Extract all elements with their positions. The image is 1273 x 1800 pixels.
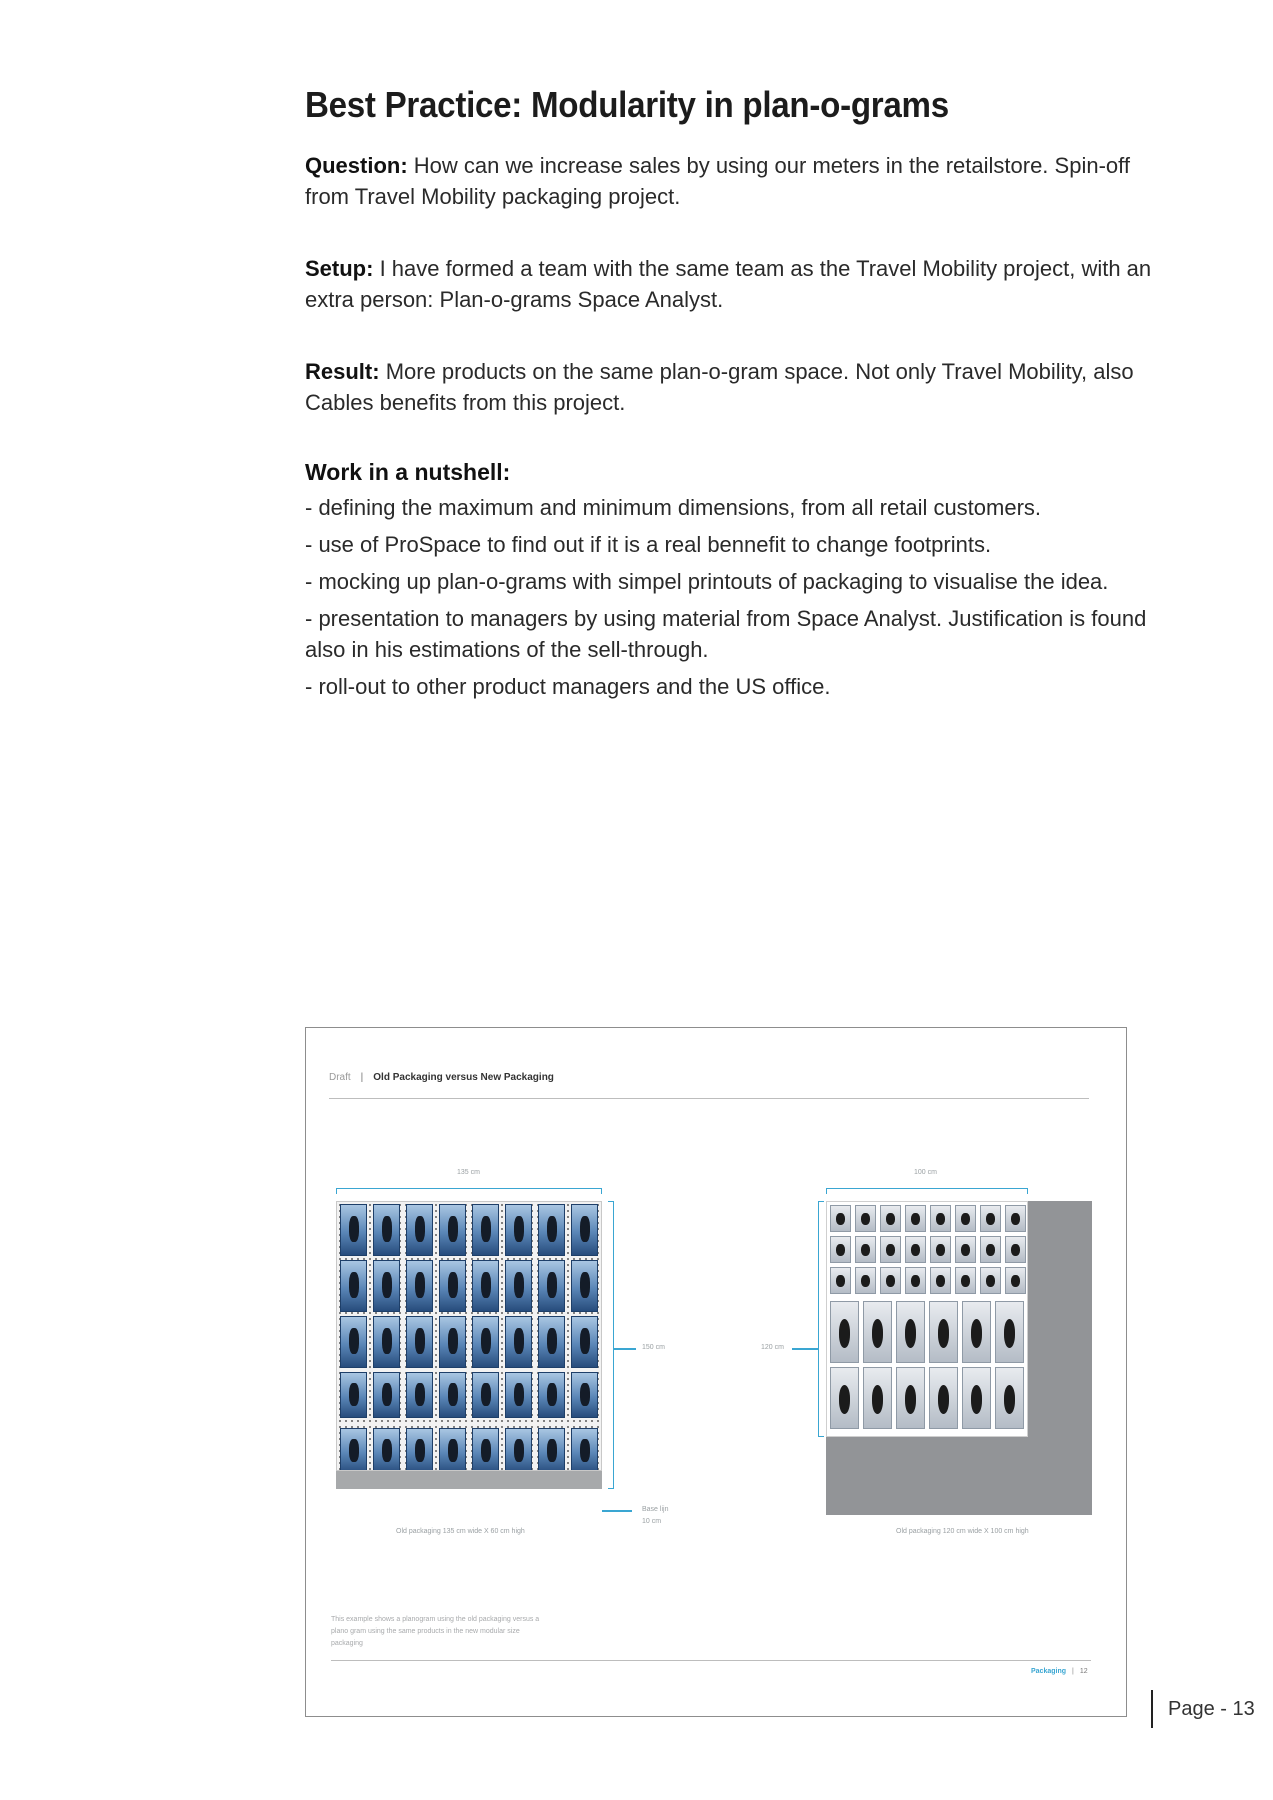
product-package bbox=[472, 1260, 499, 1312]
product-package bbox=[571, 1316, 598, 1368]
product-package bbox=[571, 1260, 598, 1312]
figure-footer-section: Packaging bbox=[1031, 1668, 1067, 1675]
product-package bbox=[373, 1260, 400, 1312]
page-title: Best Practice: Modularity in plan-o-grams bbox=[305, 84, 949, 125]
new-height-bracket bbox=[818, 1201, 824, 1437]
product-package bbox=[439, 1316, 466, 1368]
product-package bbox=[340, 1428, 367, 1471]
nutshell-item: - use of ProSpace to find out if it is a real bennefit to change footprints. bbox=[305, 532, 992, 557]
product-package bbox=[1005, 1236, 1026, 1263]
nutshell-item: - presentation to managers by using material from Space Analyst. Justification is found also in his estimations of the sell-through. bbox=[305, 606, 1147, 662]
main-content bbox=[305, 84, 1165, 708]
figure-draft-label: Draft bbox=[329, 1072, 351, 1083]
product-package bbox=[439, 1372, 466, 1418]
product-package bbox=[930, 1205, 951, 1232]
product-package bbox=[406, 1260, 433, 1312]
product-package bbox=[863, 1301, 892, 1363]
figure-header-separator: | bbox=[360, 1072, 364, 1083]
product-package bbox=[406, 1316, 433, 1368]
product-package bbox=[880, 1236, 901, 1263]
product-package bbox=[505, 1428, 532, 1471]
old-height-label: 150 cm bbox=[642, 1344, 665, 1351]
new-width-label: 100 cm bbox=[914, 1169, 937, 1176]
product-package bbox=[538, 1428, 565, 1471]
product-package bbox=[896, 1301, 925, 1363]
product-package bbox=[340, 1372, 367, 1418]
product-package bbox=[505, 1260, 532, 1312]
new-packaging-caption: Old packaging 120 cm wide X 100 cm high bbox=[896, 1528, 1029, 1535]
product-package bbox=[538, 1316, 565, 1368]
old-packaging-planogram bbox=[336, 1201, 602, 1471]
product-package bbox=[995, 1301, 1024, 1363]
product-package bbox=[505, 1372, 532, 1418]
figure-footer-divider bbox=[331, 1660, 1091, 1661]
product-package bbox=[955, 1205, 976, 1232]
product-package bbox=[962, 1301, 991, 1363]
setup-text: I have formed a team with the same team as the Travel Mobility project, with an extra person: Plan-o-grams Space Analyst. bbox=[305, 256, 1152, 312]
old-packaging-caption: Old packaging 135 cm wide X 60 cm high bbox=[396, 1528, 525, 1535]
question-label: Question: bbox=[305, 153, 408, 178]
old-height-bracket bbox=[608, 1201, 614, 1489]
base-line-label: Base lijn bbox=[642, 1506, 669, 1513]
product-package bbox=[472, 1372, 499, 1418]
product-package bbox=[980, 1205, 1001, 1232]
old-height-tick bbox=[614, 1348, 636, 1350]
planogram-figure bbox=[305, 1027, 1127, 1717]
product-package bbox=[406, 1428, 433, 1471]
product-package bbox=[571, 1204, 598, 1256]
product-package bbox=[538, 1372, 565, 1418]
product-package bbox=[830, 1367, 859, 1429]
product-package bbox=[929, 1301, 958, 1363]
product-package bbox=[538, 1260, 565, 1312]
figure-description: This example shows a planogram using the old packaging versus a plano gram using the same products in the new modular size packaging bbox=[331, 1616, 540, 1647]
product-package bbox=[830, 1267, 851, 1294]
old-planogram-base bbox=[336, 1471, 602, 1489]
base-height-label: 10 cm bbox=[642, 1518, 662, 1525]
product-package bbox=[980, 1236, 1001, 1263]
product-package bbox=[830, 1205, 851, 1232]
nutshell-heading: Work in a nutshell: bbox=[305, 459, 511, 485]
product-package bbox=[930, 1236, 951, 1263]
product-package bbox=[855, 1267, 876, 1294]
question-text: How can we increase sales by using our meters in the retailstore. Spin-off from Travel Mobility packaging project. bbox=[305, 153, 1130, 209]
product-package bbox=[1005, 1267, 1026, 1294]
product-package bbox=[439, 1428, 466, 1471]
product-package bbox=[373, 1204, 400, 1256]
product-package bbox=[373, 1428, 400, 1471]
product-package bbox=[929, 1367, 958, 1429]
old-width-bracket bbox=[336, 1188, 602, 1194]
product-package bbox=[930, 1267, 951, 1294]
old-width-label: 135 cm bbox=[457, 1169, 480, 1176]
product-package bbox=[373, 1316, 400, 1368]
base-line-tick bbox=[602, 1510, 632, 1512]
setup-paragraph bbox=[305, 253, 1165, 315]
nutshell-item: - mocking up plan-o-grams with simpel printouts of packaging to visualise the idea. bbox=[305, 569, 1109, 594]
figure-header bbox=[329, 1072, 1089, 1099]
figure-footer bbox=[1031, 1668, 1088, 1675]
product-package bbox=[505, 1316, 532, 1368]
product-package bbox=[439, 1260, 466, 1312]
figure-footer-separator: | bbox=[1072, 1668, 1074, 1675]
product-package bbox=[538, 1204, 565, 1256]
product-package bbox=[340, 1260, 367, 1312]
new-width-bracket bbox=[826, 1188, 1028, 1194]
product-package bbox=[571, 1372, 598, 1418]
product-package bbox=[1005, 1205, 1026, 1232]
product-package bbox=[980, 1267, 1001, 1294]
product-package bbox=[830, 1236, 851, 1263]
product-package bbox=[880, 1267, 901, 1294]
product-package bbox=[472, 1316, 499, 1368]
question-paragraph bbox=[305, 150, 1165, 212]
product-package bbox=[905, 1205, 926, 1232]
figure-title: Old Packaging versus New Packaging bbox=[373, 1072, 554, 1083]
product-package bbox=[962, 1367, 991, 1429]
result-label: Result: bbox=[305, 359, 380, 384]
product-package bbox=[406, 1372, 433, 1418]
product-package bbox=[373, 1372, 400, 1418]
product-package bbox=[855, 1205, 876, 1232]
nutshell-item: - roll-out to other product managers and the US office. bbox=[305, 674, 831, 699]
product-package bbox=[905, 1267, 926, 1294]
product-package bbox=[855, 1236, 876, 1263]
nutshell-item: - defining the maximum and minimum dimensions, from all retail customers. bbox=[305, 495, 1042, 520]
setup-label: Setup: bbox=[305, 256, 374, 281]
result-paragraph bbox=[305, 356, 1165, 418]
product-package bbox=[406, 1204, 433, 1256]
page-number-bar bbox=[1151, 1690, 1153, 1728]
figure-footer-page: 12 bbox=[1079, 1668, 1088, 1675]
product-package bbox=[340, 1316, 367, 1368]
product-package bbox=[439, 1204, 466, 1256]
product-package bbox=[340, 1204, 367, 1256]
result-text: More products on the same plan-o-gram space. Not only Travel Mobility, also Cables benefits from this project. bbox=[305, 359, 1134, 415]
product-package bbox=[880, 1205, 901, 1232]
product-package bbox=[830, 1301, 859, 1363]
product-package bbox=[505, 1204, 532, 1256]
new-height-tick bbox=[792, 1348, 818, 1350]
new-height-label: 120 cm bbox=[761, 1344, 784, 1351]
product-package bbox=[863, 1367, 892, 1429]
product-package bbox=[955, 1267, 976, 1294]
product-package bbox=[472, 1428, 499, 1471]
product-package bbox=[905, 1236, 926, 1263]
product-package bbox=[955, 1236, 976, 1263]
product-package bbox=[472, 1204, 499, 1256]
page-number: Page - 13 bbox=[1168, 1698, 1255, 1720]
product-package bbox=[896, 1367, 925, 1429]
product-package bbox=[571, 1428, 598, 1471]
product-package bbox=[995, 1367, 1024, 1429]
new-packaging-planogram bbox=[826, 1201, 1028, 1437]
